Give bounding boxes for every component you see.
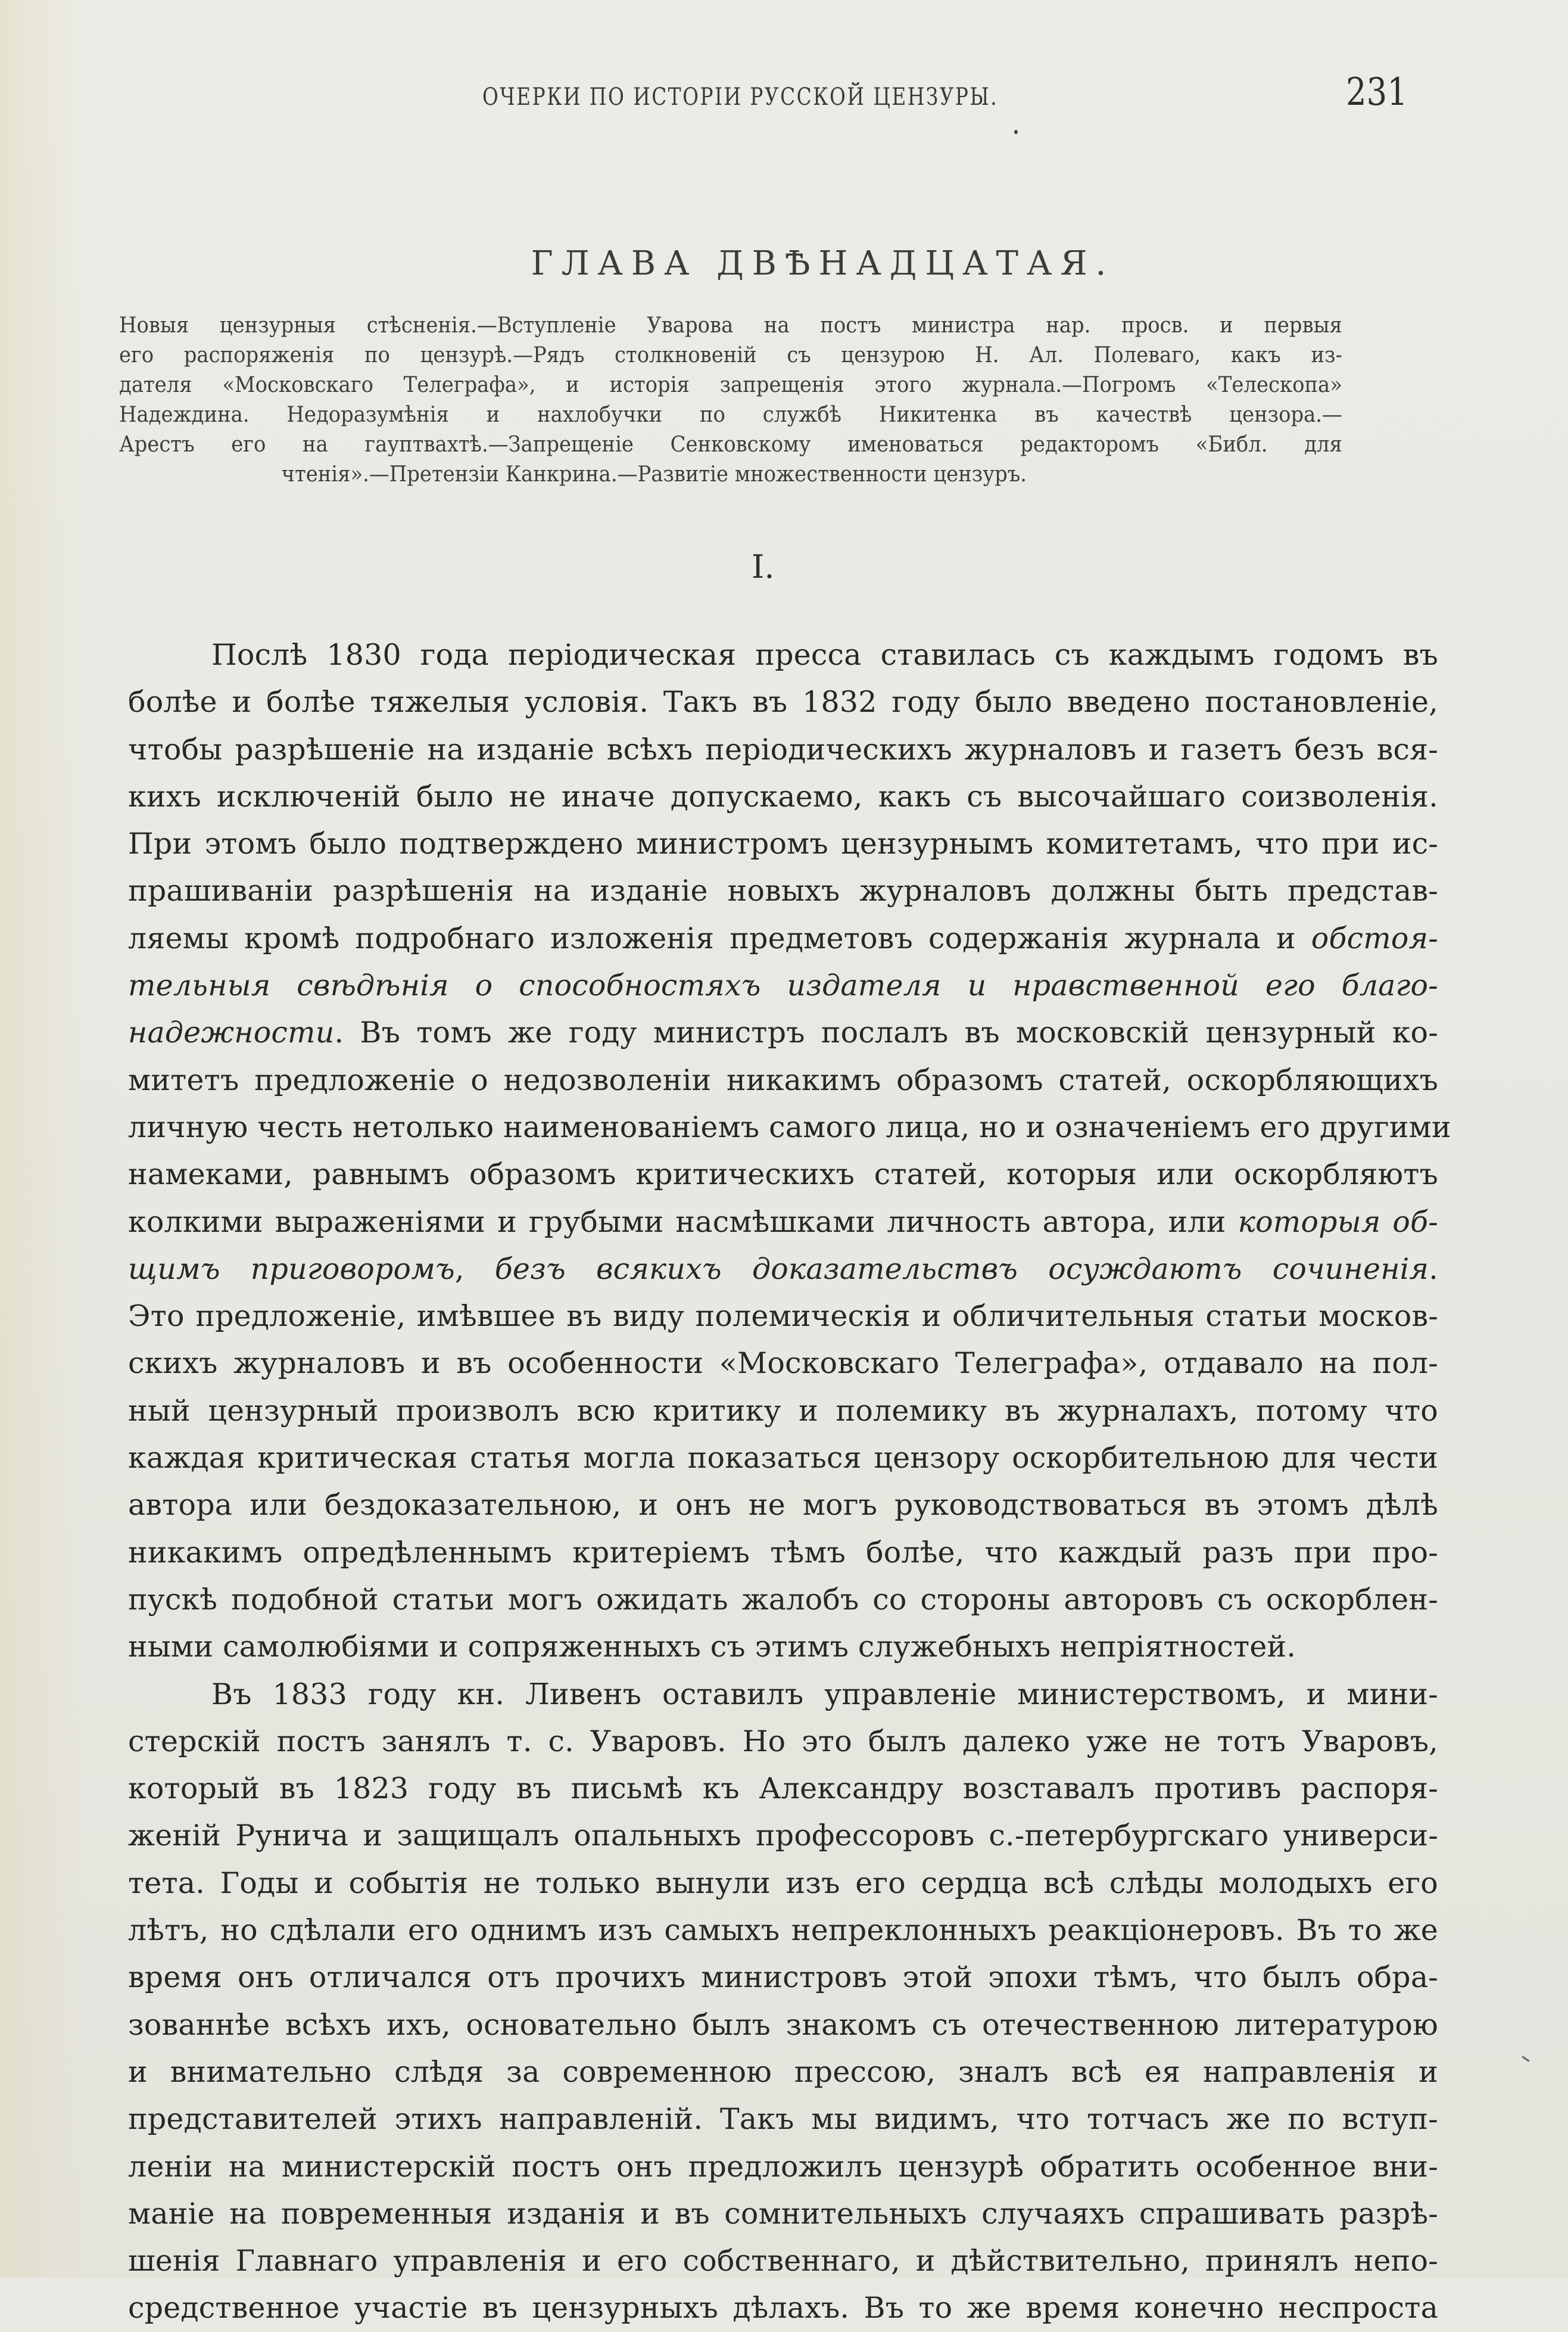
text-line [128, 2096, 1438, 2143]
text-line [128, 2001, 1438, 2048]
text-run: кихъ исключеній было не иначе допускаемо, какъ съ высочайшаго соизволенія. [128, 779, 1438, 814]
chapter-title: ГЛАВА ДВѢНАДЦАТАЯ. [531, 244, 1115, 283]
text-line [128, 1481, 1438, 1528]
text-run: прашиваніи разрѣшенія на изданіе новыхъ журналовъ должны быть представ- [128, 874, 1438, 908]
text-line [128, 962, 1438, 1009]
section-number: I. [752, 548, 775, 586]
text-run: ляемы кромѣ подробнаго изложенія предметовъ содержанія журнала и [128, 921, 1311, 955]
text-run: , [454, 1251, 495, 1286]
summary-line: Новыя цензурныя стѣсненія.—Вступленіе Уварова на постъ министра нар. просв. и первыя [119, 313, 1342, 338]
italic-text: тельныя свѣдѣнія о способностяхъ издателя и нравственной его благо- [128, 969, 1438, 1003]
text-line [128, 1246, 1438, 1293]
text-line [128, 1340, 1438, 1387]
text-run: леніи на министерскій постъ онъ предложилъ цензурѣ обратить особенное вни- [128, 2149, 1438, 2184]
text-line [128, 1718, 1438, 1765]
summary-line: дателя «Московскаго Телеграфа», и исторія запрещенія этого журнала.—Погромъ «Телескопа» [119, 373, 1342, 397]
text-line [128, 1387, 1438, 1434]
text-run: женій Рунича и защищалъ опальныхъ профессоровъ с.-петербургскаго универси- [128, 1819, 1438, 1853]
italic-text: безъ всякихъ доказательствъ осуждаютъ сочиненія [494, 1251, 1429, 1286]
text-line [128, 1151, 1438, 1198]
stray-ink-mark [1522, 2056, 1529, 2062]
text-run: личную честь нетолько наименованіемъ самого лица, но и означеніемъ его другими [128, 1110, 1451, 1144]
text-run: маніе на повременныя изданія и въ сомнительныхъ случаяхъ спрашивать разрѣ- [128, 2196, 1438, 2231]
text-line [128, 1623, 1438, 1670]
text-run: чтобы разрѣшеніе на изданіе всѣхъ періодическихъ журналовъ и газетъ безъ вся- [128, 732, 1438, 767]
text-run: колкими выраженіями и грубыми насмѣшками личность автора, или [128, 1204, 1238, 1239]
text-run: ными самолюбіями и сопряженныхъ съ этимъ служебныхъ непріятностей. [128, 1630, 1296, 1664]
text-run: пускѣ подобной статьи могъ ожидать жалобъ со стороны авторовъ съ оскорблен- [128, 1582, 1438, 1617]
text-run: Въ 1833 году кн. Ливенъ оставилъ управленіе министерствомъ, и мини- [211, 1677, 1438, 1711]
text-line [128, 1860, 1438, 1907]
text-line [128, 1907, 1438, 1954]
summary-line: чтенія».—Претензіи Канкрина.—Развитіе множественности цензуръ. [281, 462, 1027, 487]
text-line [128, 726, 1438, 773]
text-run: Это предложеніе, имѣвшее въ виду полемическія и обличительныя статьи москов- [128, 1299, 1438, 1334]
text-run: намеками, равнымъ образомъ критическихъ статей, которыя или оскорбляютъ [128, 1157, 1438, 1192]
text-run: лѣтъ, но сдѣлали его однимъ изъ самыхъ непреклонныхъ реакціонеровъ. Въ то же [128, 1913, 1438, 1948]
summary-line: Арестъ его на гауптвахтѣ.—Запрещеніе Сенковскому именоваться редакторомъ «Библ. для [119, 432, 1342, 457]
text-run: представителей этихъ направленій. Такъ мы видимъ, что тотчасъ же по вступ- [128, 2102, 1438, 2137]
text-line [128, 678, 1438, 726]
text-line [128, 1104, 1451, 1151]
running-title: ОЧЕРКИ ПО ИСТОРІИ РУССКОЙ ЦЕНЗУРЫ. [482, 83, 999, 111]
text-run: тета. Годы и событія не только вынули изъ его сердца всѣ слѣды молодыхъ его [128, 1866, 1438, 1900]
text-run: зованнѣе всѣхъ ихъ, основательно былъ знакомъ съ отечественною литературою [128, 2007, 1438, 2042]
text-line [128, 1954, 1438, 2001]
italic-text: которыя об- [1237, 1204, 1439, 1239]
text-run: ный цензурный произволъ всю критику и полемику въ журналахъ, потому что [128, 1393, 1438, 1428]
italic-text: надежности [128, 1016, 335, 1050]
italic-text: обстоя- [1311, 921, 1438, 955]
text-run: митетъ предложеніе о недозволеніи никакимъ образомъ статей, оскорбляющихъ [128, 1063, 1438, 1097]
text-run: скихъ журналовъ и въ особенности «Московскаго Телеграфа», отдавало на пол- [128, 1346, 1438, 1381]
text-run: шенія Главнаго управленія и его собственнаго, и дѣйствительно, принялъ непо- [128, 2244, 1438, 2278]
page-number: 231 [1346, 70, 1408, 114]
text-run: и внимательно слѣдя за современною прессою, зналъ всѣ ея направленія и [128, 2054, 1438, 2089]
text-line [128, 2143, 1438, 2190]
text-line [128, 2284, 1438, 2331]
summary-line: Надеждина. Недоразумѣнія и нахлобучки по службѣ Никитенка въ качествѣ цензора.— [119, 403, 1342, 427]
text-run: каждая критическая статья могла показаться цензору оскорбительною для чести [128, 1441, 1438, 1475]
chapter-summary [119, 311, 1420, 490]
text-run: время онъ отличался отъ прочихъ министровъ этой эпохи тѣмъ, что былъ обра- [128, 1960, 1438, 1995]
text-line [128, 1576, 1438, 1623]
text-run: . Въ томъ же году министръ послалъ въ московскій цензурный ко- [334, 1016, 1438, 1050]
text-line [128, 2190, 1438, 2237]
text-line [128, 820, 1438, 867]
text-line [128, 2237, 1438, 2284]
text-run: болѣе и болѣе тяжелыя условія. Такъ въ 1832 году было введено постановленіе, [128, 685, 1438, 720]
text-run: средственное участіе въ цензурныхъ дѣлахъ. Въ то же время конечно неспроста [128, 2291, 1438, 2325]
text-line [128, 773, 1438, 820]
text-line [128, 2048, 1438, 2096]
text-line [128, 1671, 1438, 1718]
text-run: автора или бездоказательною, и онъ не могъ руководствоваться въ этомъ дѣлѣ [128, 1488, 1438, 1523]
text-run: стерскій постъ занялъ т. с. Уваровъ. Но это былъ далеко уже не тотъ Уваровъ, [128, 1724, 1438, 1758]
text-run: никакимъ опредѣленнымъ критеріемъ тѣмъ болѣе, что каждый разъ при про- [128, 1535, 1438, 1570]
summary-line: его распоряженія по цензурѣ.—Рядъ столкновеній съ цензурою Н. Ал. Полеваго, какъ из- [119, 343, 1342, 368]
text-line [128, 1812, 1438, 1859]
body-text [128, 631, 1451, 2332]
text-run: При этомъ было подтверждено министромъ цензурнымъ комитетамъ, что при ис- [128, 827, 1438, 861]
text-line [128, 1765, 1438, 1812]
text-run: который въ 1823 году въ письмѣ къ Александру возставалъ противъ распоря- [128, 1771, 1438, 1806]
text-line [128, 631, 1438, 678]
text-line [128, 915, 1438, 962]
text-line [128, 1529, 1438, 1576]
text-line [128, 1057, 1438, 1104]
text-run: . [1429, 1251, 1438, 1286]
text-line [128, 1434, 1438, 1481]
text-line [128, 1198, 1438, 1246]
text-line [128, 1293, 1438, 1340]
italic-text: щимъ приговоромъ [128, 1251, 455, 1286]
text-line [128, 1009, 1438, 1056]
text-line [128, 867, 1438, 914]
printer-dot [1014, 130, 1018, 134]
text-run: Послѣ 1830 года періодическая пресса ставилась съ каждымъ годомъ въ [211, 638, 1438, 672]
